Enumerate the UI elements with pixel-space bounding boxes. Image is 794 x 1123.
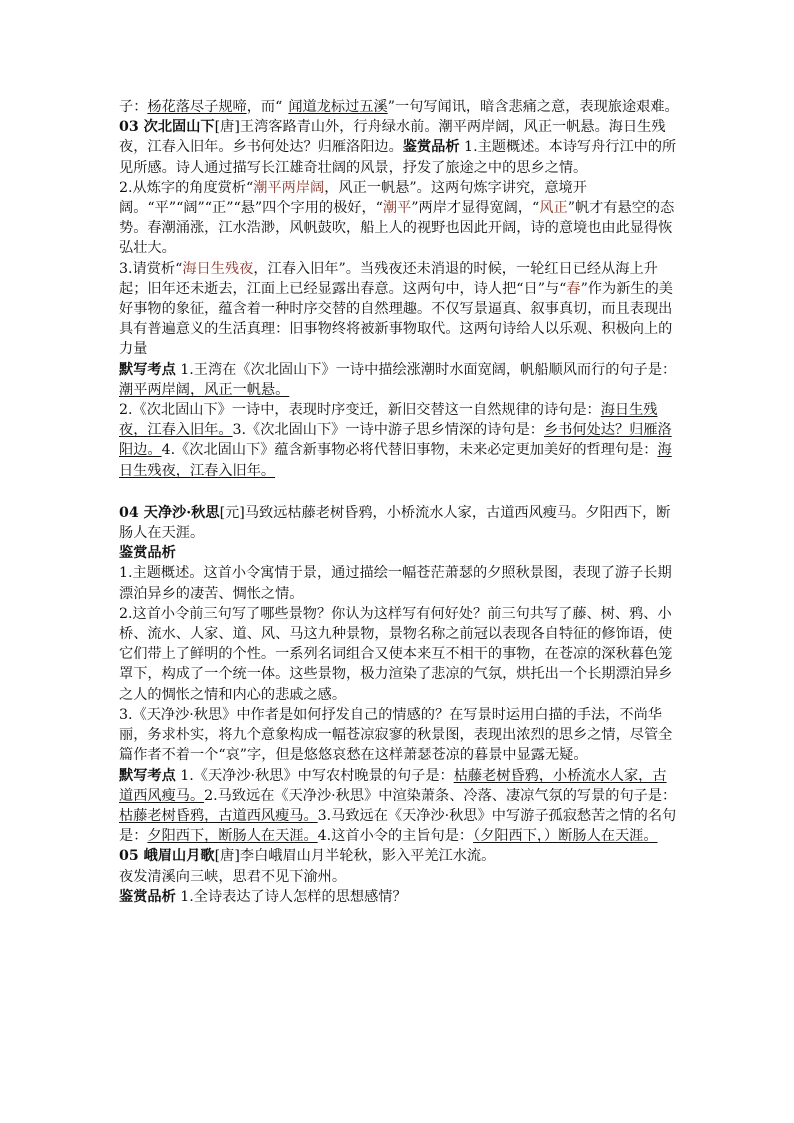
answer-underlined: 闻道龙标过五溪 [288,99,388,115]
paragraph-analysis-04-1 [119,563,679,603]
section-label: 默写考点 [119,767,176,784]
text: 1.全诗表达了诗人怎样的思想感情？ [175,888,407,905]
text: 4.《次北固山下》蕴含新事物必将代替旧事物，未来必定更加美好的哲理句是： [161,442,658,459]
highlight-text: 潮平 [382,200,412,217]
section-label: 鉴赏品析 [402,139,460,156]
highlight-text: 风正 [539,200,568,217]
text: ，江春入旧年”。当残夜还未消退的时候，一轮红日已经从海上升起；旧年还未逝去，江面上已经显露出春意。这两句中，诗人把“日”与“ [119,260,658,297]
poem-title: 04 天净沙·秋思 [119,504,220,521]
poem-title: 05 峨眉山月歌 [119,848,215,865]
answer-underlined: 海日生残夜，江春入旧年。 [119,442,672,479]
section-label: 鉴赏品析 [119,888,176,905]
text: 1.《天净沙·秋思》中写农村晚景的句子是： [175,767,454,784]
poem-title: 03 次北固山下 [119,119,215,136]
text: ，而“ [246,99,283,115]
highlight-text: 海日生残夜 [182,260,254,277]
answer-underlined: 杨花落尽子规啼 [147,99,247,115]
answer-underlined: 夕阳西下，断肠人在天涯。 [147,828,318,845]
section-label-row [119,543,679,563]
text: 3.《次北固山下》一诗中游子思乡情深的诗句是： [232,422,544,439]
document-body [119,97,679,907]
text: 1.主题概述。本诗写舟行江中的所见所感。诗人通过描写长江雄奇壮阔的风景，抒发了旅途之中的思乡之情。 [119,139,677,176]
highlight-text: 春 [566,280,581,297]
poem-text: [唐]李白峨眉山月半轮秋，影入平羌江水流。 [214,848,496,865]
answer-underlined: 海日生残夜，江春入旧年。 [119,402,658,439]
poem-text: 夜发清溪向三峡，思君不见下渝州。 [119,868,347,885]
text: 2.这首小令前三句写了哪些景物？你认为这样写有何好处？前三句共写了藤、树、鸦、小桥、流水、人家、道、风、马这九种景物，景物名称之前冠以表现各自特征的修饰语，使它们带上了鲜明的个性。一系列名词组合又使本来互不相干的事物，在苍凉的深秋暮色笼罩下，构成了一个统一体。这些景物，极力渲染了悲凉的气氛，烘托出一个长期漂泊异乡之人的惆怅之情和内心的悲戚之感。 [119,605,673,703]
text: ”帆才有悬空的态势。春潮涌涨，江水浩渺，风帆鼓吹，船上人的视野也因此开阔，诗的意境也由此显得恢弘壮大。 [119,200,675,257]
text: 子： [119,99,148,115]
poem-03-block [119,117,679,178]
section-label: 鉴赏品析 [119,545,176,562]
text: ”作为新生的美好事物的象征，蕴含着一种时序交替的自然理趣。不仅写景逼真、叙事真切，而且表现出具有普遍意义的生活真理：旧事物终将被新事物取代。这两句诗给人以乐观、积极向上的力量 [119,280,673,358]
text: 2.马致远在《天净沙·秋思》中渲染萧条、冷落、凄凉气氛的写景的句子是： [204,787,677,804]
poem-05-block [119,846,679,866]
answer-underlined: 枯藤老树昏鸦，古道西风瘦马。 [119,807,318,824]
text: ，风正一帆悬”。这两句炼字讲究，意境开阔。“平”“阔”“正”“悬”四个字用的极好，“ [119,179,587,217]
poem-05-analysis [119,887,679,907]
poem-05-line2 [119,867,679,887]
answer-underlined: （夕阳西下，）断肠人在天涯。 [473,828,658,845]
text: 3.《天净沙·秋思》中作者是如何抒发自己的情感的？在写景时运用白描的手法，不尚华丽，务求朴实，将九个意象构成一幅苍凉寂寥的秋景图，表现出浓烈的思乡之情，尽管全篇作者不着一个“哀”字，但是悠悠哀愁在这样萧瑟苍凉的暮景中显露无疑。 [119,706,673,764]
poem-04-block [119,503,679,543]
text: ”两岸才显得宽阔，“ [411,200,540,217]
dictation-points-03 [119,360,679,400]
text: ”一句写闻讯，暗含悲痛之意，表现旅途艰难。 [387,99,679,115]
section-label: 默写考点 [119,361,176,378]
paragraph-1 [119,97,679,117]
text: 1.王湾在《次北固山下》一诗中描绘涨潮时水面宽阔，帆船顺风而行的句子是： [175,361,677,378]
answer-underlined: 潮平两岸阔，风正一帆悬。 [119,381,290,398]
text: 2.《次北固山下》一诗中，表现时序变迁，新旧交替这一自然规律的诗句是： [119,402,601,419]
paragraph-analysis-04-2 [119,604,679,705]
paragraph-analysis-2 [119,178,679,259]
paragraph-analysis-3 [119,259,679,360]
poem-text: [元]马致远枯藤老树昏鸦，小桥流水人家，古道西风瘦马。夕阳西下，断肠人在天涯。 [119,504,671,542]
answer-underlined: 乡书何处达？归雁洛阳边。 [119,422,672,459]
poem-text: [唐]王湾客路青山外，行舟绿水前。潮平两岸阔，风正一帆悬。海日生残夜，江春入旧年。乡书何处达？归雁洛阳边。 [119,119,666,156]
highlight-text: 潮平两岸阔 [253,179,325,196]
text: 1.主题概述。这首小令寓情于景，通过描绘一幅苍茫萧瑟的夕照秋景图，表现了游子长期漂泊异乡的凄苦、惆怅之情。 [119,565,672,602]
paragraph-analysis-04-3 [119,705,679,766]
text: 2.从炼字的角度赏析“ [119,179,254,196]
dictation-points-03-cont [119,400,679,481]
text: 4.这首小令的主旨句是： [317,828,474,845]
text: 3.马致远在《天净沙·秋思》中写游子孤寂愁苦之情的名句是： [119,807,677,845]
dictation-points-04 [119,766,679,847]
answer-underlined: 枯藤老树昏鸦，小桥流水人家，古道西风瘦马。 [119,767,667,804]
text: 3.请赏析“ [119,260,183,277]
